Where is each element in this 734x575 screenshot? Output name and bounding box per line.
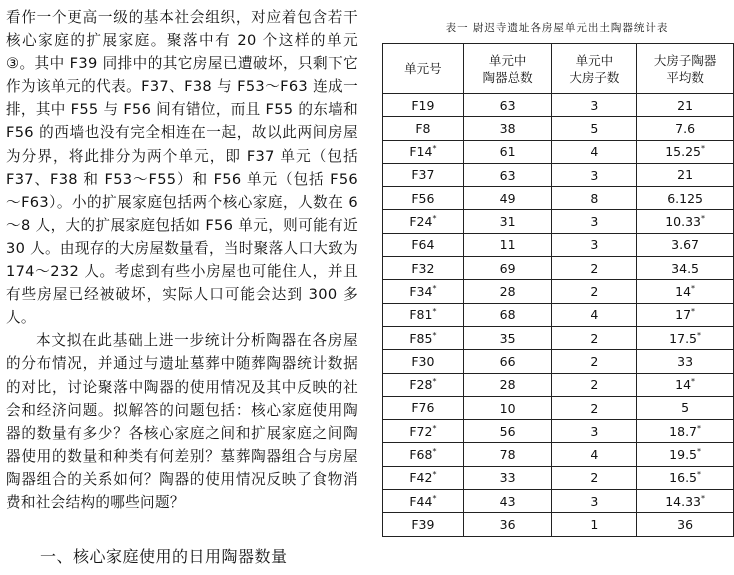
cell-average: 33 xyxy=(637,350,734,373)
cell-unit: F24* xyxy=(383,210,464,233)
header-unit: 单元号 xyxy=(383,44,464,94)
table-row xyxy=(383,163,734,186)
paragraph: 本文拟在此基础上进一步统计分析陶器在各房屋的分布情况，并通过与遗址墓葬中随葬陶器统计数据的对比，讨论聚落中陶器的使用情况及其中反映的社会和经济问题。拟解答的问题包括：核心家庭使用陶器的数量有多少？各核心家庭之间和扩展家庭之间陶器使用的数量和种类有何差别？墓葬陶器组合与房屋陶器组合的关系如何？陶器的使用情况反映了食物消费和社会结构的哪些问题？ xyxy=(6,332,358,511)
table-row xyxy=(383,443,734,466)
cell-total: 61 xyxy=(463,140,552,163)
cell-unit: F19 xyxy=(383,94,464,117)
table-row xyxy=(383,233,734,256)
table-row xyxy=(383,303,734,326)
cell-houses: 3 xyxy=(552,233,637,256)
cell-total: 36 xyxy=(463,513,552,536)
cell-unit: F39 xyxy=(383,513,464,536)
cell-unit: F37 xyxy=(383,163,464,186)
cell-average: 19.5* xyxy=(637,443,734,466)
paragraph: 看作一个更高一级的基本社会组织，对应着包含若干核心家庭的扩展家庭。聚落中有 20 个这样的单元③。其中 F39 同排中的其它房屋已遭破坏，只剩下它作为该单元的代表。F37、F38 与 F53～F63 连成一排，其中 F55 与 F56 间有错位，而且 F55 的东墙和 F56 的西墙也没有完全相连在一起，故以此两间房屋为分界，将此排分为两个单元，即 F37 单元（包括 F37、F38 和 F53～F55）和 F56 单元（包括 F56～F63）。小的扩展家庭包括两个核心家庭，人数在 6～8 人，大的扩展家庭包括如 F56 单元，则可能有近 30 人。由现存的大房屋数量看，当时聚落人口大致为 174～232 人。考虑到有些小房屋也可能住人，并且有些房屋已经被破坏，实际人口可能会达到 300 多人。 xyxy=(6,9,358,327)
cell-total: 43 xyxy=(463,490,552,513)
cell-average: 15.25* xyxy=(637,140,734,163)
cell-unit: F85* xyxy=(383,326,464,349)
cell-average: 3.67 xyxy=(637,233,734,256)
cell-houses: 3 xyxy=(552,420,637,443)
cell-total: 63 xyxy=(463,94,552,117)
cell-total: 78 xyxy=(463,443,552,466)
table-row xyxy=(383,280,734,303)
cell-average: 5 xyxy=(637,396,734,419)
cell-average: 34.5 xyxy=(637,257,734,280)
cell-average: 14* xyxy=(637,373,734,396)
table-header-row xyxy=(383,44,734,94)
table-row xyxy=(383,350,734,373)
cell-total: 11 xyxy=(463,233,552,256)
cell-houses: 4 xyxy=(552,443,637,466)
cell-total: 31 xyxy=(463,210,552,233)
cell-unit: F30 xyxy=(383,350,464,373)
cell-total: 38 xyxy=(463,117,552,140)
cell-total: 68 xyxy=(463,303,552,326)
cell-houses: 2 xyxy=(552,280,637,303)
cell-houses: 2 xyxy=(552,257,637,280)
cell-unit: F32 xyxy=(383,257,464,280)
cell-unit: F64 xyxy=(383,233,464,256)
cell-houses: 2 xyxy=(552,326,637,349)
table-row xyxy=(383,94,734,117)
section-heading: 一、核心家庭使用的日用陶器数量 xyxy=(40,547,288,566)
cell-houses: 3 xyxy=(552,94,637,117)
cell-houses: 5 xyxy=(552,117,637,140)
cell-average: 17* xyxy=(637,303,734,326)
cell-total: 10 xyxy=(463,396,552,419)
cell-total: 69 xyxy=(463,257,552,280)
cell-houses: 8 xyxy=(552,187,637,210)
table-row xyxy=(383,513,734,536)
cell-average: 7.6 xyxy=(637,117,734,140)
cell-houses: 3 xyxy=(552,163,637,186)
cell-houses: 2 xyxy=(552,350,637,373)
table-row xyxy=(383,187,734,210)
table-row xyxy=(383,420,734,443)
cell-total: 66 xyxy=(463,350,552,373)
pottery-table xyxy=(382,43,734,537)
table-row xyxy=(383,117,734,140)
cell-unit: F28* xyxy=(383,373,464,396)
table-row xyxy=(383,373,734,396)
cell-houses: 1 xyxy=(552,513,637,536)
cell-total: 28 xyxy=(463,373,552,396)
cell-total: 28 xyxy=(463,280,552,303)
header-average: 大房子陶器 平均数 xyxy=(637,44,734,94)
cell-unit: F8 xyxy=(383,117,464,140)
table-row xyxy=(383,396,734,419)
cell-houses: 3 xyxy=(552,210,637,233)
table-row xyxy=(383,490,734,513)
table-row xyxy=(383,466,734,489)
cell-average: 14* xyxy=(637,280,734,303)
cell-unit: F14* xyxy=(383,140,464,163)
cell-total: 35 xyxy=(463,326,552,349)
header-houses: 单元中 大房子数 xyxy=(552,44,637,94)
cell-average: 21 xyxy=(637,163,734,186)
cell-houses: 4 xyxy=(552,303,637,326)
cell-average: 18.7* xyxy=(637,420,734,443)
cell-average: 6.125 xyxy=(637,187,734,210)
cell-total: 56 xyxy=(463,420,552,443)
cell-houses: 2 xyxy=(552,373,637,396)
body-text xyxy=(6,6,358,514)
cell-average: 36 xyxy=(637,513,734,536)
table-row xyxy=(383,210,734,233)
cell-houses: 2 xyxy=(552,396,637,419)
cell-total: 63 xyxy=(463,163,552,186)
cell-houses: 2 xyxy=(552,466,637,489)
cell-unit: F42* xyxy=(383,466,464,489)
cell-unit: F44* xyxy=(383,490,464,513)
cell-houses: 3 xyxy=(552,490,637,513)
cell-average: 10.33* xyxy=(637,210,734,233)
cell-average: 21 xyxy=(637,94,734,117)
cell-unit: F81* xyxy=(383,303,464,326)
table-row xyxy=(383,140,734,163)
cell-unit: F68* xyxy=(383,443,464,466)
cell-unit: F56 xyxy=(383,187,464,210)
cell-houses: 4 xyxy=(552,140,637,163)
cell-unit: F72* xyxy=(383,420,464,443)
table-row xyxy=(383,257,734,280)
table-row xyxy=(383,326,734,349)
cell-unit: F76 xyxy=(383,396,464,419)
cell-total: 49 xyxy=(463,187,552,210)
cell-average: 17.5* xyxy=(637,326,734,349)
header-total: 单元中 陶器总数 xyxy=(463,44,552,94)
cell-total: 33 xyxy=(463,466,552,489)
cell-average: 14.33* xyxy=(637,490,734,513)
cell-average: 16.5* xyxy=(637,466,734,489)
cell-unit: F34* xyxy=(383,280,464,303)
table-title: 表一 尉迟寺遗址各房屋单元出土陶器统计表 xyxy=(445,22,669,34)
